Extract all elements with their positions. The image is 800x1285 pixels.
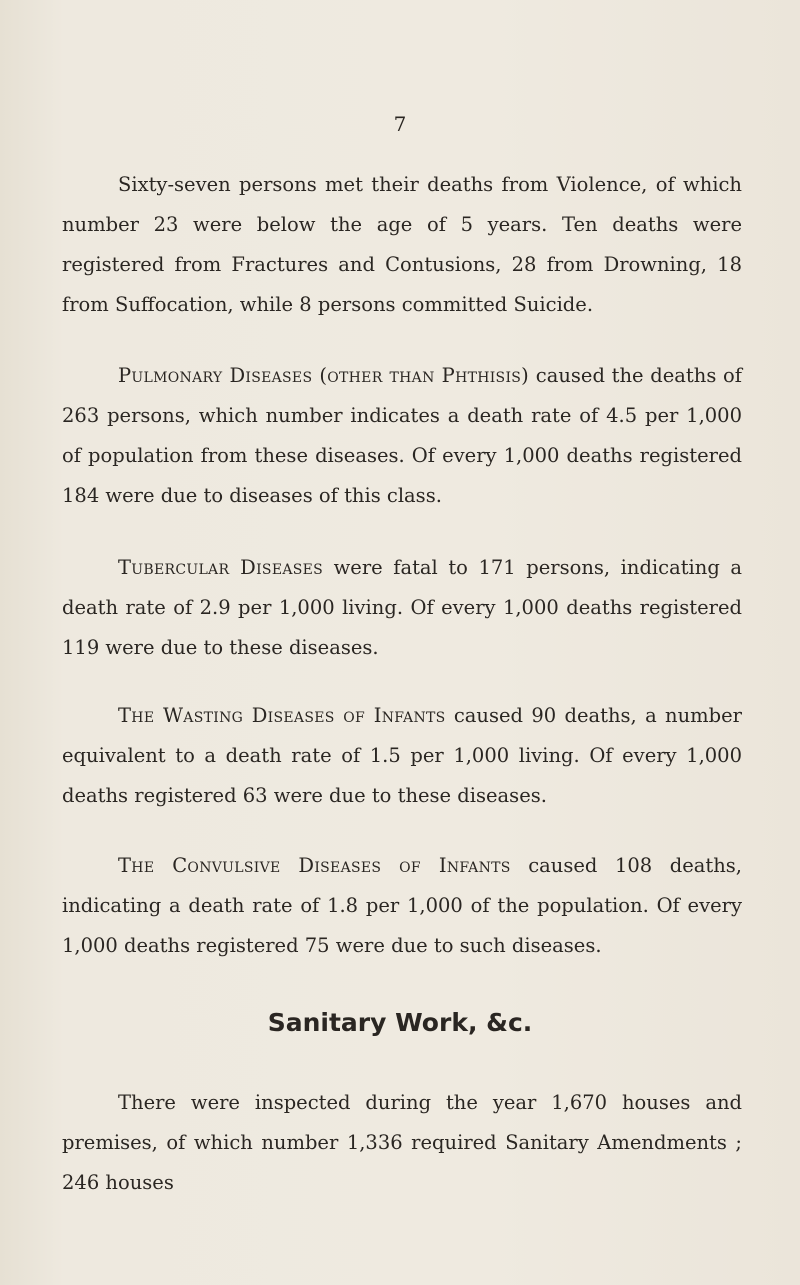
violence-paragraph: Sixty-seven persons met their deaths from Violence, of which number 23 were below the age of 5 years. Ten deaths were registered from Fractures and Contusions, 28 from Drowning, 18 from Suffocation, while 8 persons committed Suicide. bbox=[62, 173, 742, 316]
convulsive-paragraph bbox=[62, 846, 742, 966]
convulsive-heading: The Convulsive Diseases of Infants bbox=[118, 854, 511, 877]
tubercular-heading: Tubercular Diseases bbox=[118, 556, 324, 579]
sanitary-paragraph: There were inspected during the year 1,670 houses and premises, of which number 1,336 required Sanitary Amendments ; 246 houses bbox=[62, 1091, 742, 1194]
pulmonary-text: caused the deaths of 263 persons, which number indicates a death rate of 4.5 per 1,000 of population from these diseases. Of every 1,000 deaths registered 184 were due to diseases of this class. bbox=[62, 364, 742, 507]
convulsive-text: caused 108 deaths, indicating a death rate of 1.8 per 1,000 of the population. Of every 1,000 deaths registered 75 were due to such diseases. bbox=[62, 854, 743, 957]
wasting-heading: The Wasting Diseases of Infants bbox=[118, 704, 446, 727]
tubercular-paragraph bbox=[62, 548, 742, 668]
pulmonary-paragraph bbox=[62, 356, 742, 516]
page-number: 7 bbox=[393, 112, 407, 136]
wasting-text: caused 90 deaths, a number equivalent to a death rate of 1.5 per 1,000 living. Of every 1,000 deaths registered 63 were due to these diseases. bbox=[62, 704, 742, 807]
wasting-paragraph bbox=[62, 696, 742, 816]
section-heading: Sanitary Work, &c. bbox=[267, 1008, 533, 1037]
tubercular-text: were fatal to 171 persons, indicating a death rate of 2.9 per 1,000 living. Of every 1,000 deaths registered 119 were due to these diseases. bbox=[62, 556, 742, 659]
pulmonary-heading: Pulmonary Diseases (other than Phthisis) bbox=[118, 364, 530, 387]
